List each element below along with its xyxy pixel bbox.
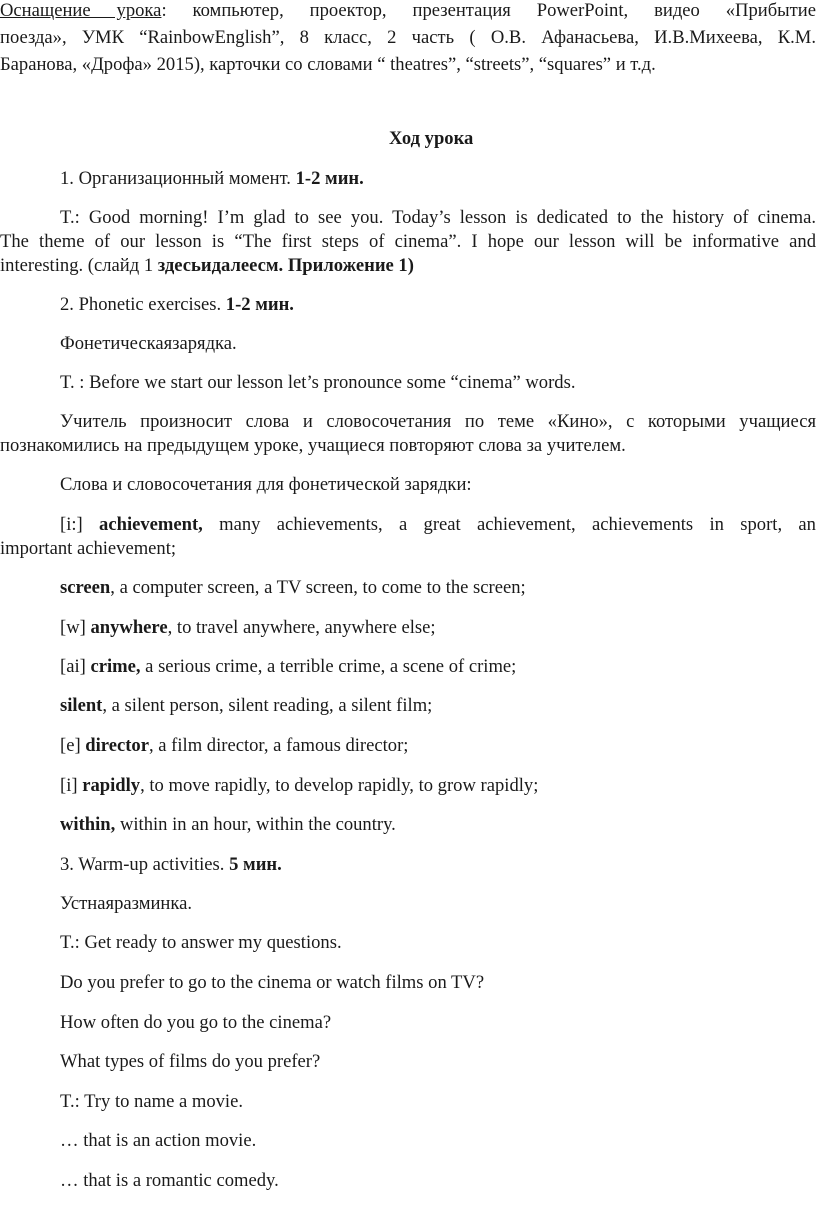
equipment-label: Оснащение урока [0,0,162,21]
section-3-line: How often do you go to the cinema? [60,1012,332,1033]
phonetic-word: silent [60,695,103,716]
section-3-line: Do you prefer to go to the cinema or watch films on TV? [60,972,485,993]
phonetic-word: crime, [90,656,141,677]
phonetic-anywhere [60,617,816,639]
words-heading: Слова и словосочетания для фонетической зарядки: [60,474,472,495]
phonetic-silent [60,695,816,717]
phonetic-achievement-cont: important achievement; [0,538,177,559]
phonetic-examples: , a computer screen, a TV screen, to come to the screen; [110,577,526,598]
phonetic-sound: [i] [60,775,83,796]
phonetic-sound: [i:] [60,514,100,535]
equipment-line-2: поезда», УМК “RainbowEnglish”, 8 класс, 2 часть ( О.В. Афанасьева, И.В.Михеева, К.М. [0,27,816,48]
phonetic-sound: [ai] [60,656,91,677]
phonetic-word: within, [60,814,116,835]
section-3-time: 5 мин. [229,854,282,875]
phonetic-examples: a serious crime, a terrible crime, a scene of crime; [140,656,517,677]
section-2-subtitle: Фонетическаязарядка. [60,333,237,354]
phonetic-rapidly [60,775,816,797]
greeting-line-2: The theme of our lesson is “The first steps of cinema”. I hope our lesson will be informative and [0,231,816,252]
phonetic-sound: [e] [60,735,86,756]
section-1-title [60,168,816,190]
section-3-subtitle: Устнаяразминка. [60,893,193,914]
section-2-desc-line-1: Учитель произносит слова и словосочетания по теме «Кино», с которыми учащиеся [60,411,816,432]
phonetic-examples: within in an hour, within the country. [115,814,396,835]
section-3-line: T.: Try to name a movie. [60,1091,243,1112]
section-3-label: 3. Warm-up activities. [60,854,225,875]
phonetic-examples: , a silent person, silent reading, a silent film; [102,695,433,716]
phonetic-screen [60,577,816,599]
phonetic-crime [60,656,816,678]
equipment-line-1 [0,0,816,22]
section-3-line: T.: Get ready to answer my questions. [60,932,342,953]
section-2-label: 2. Phonetic exercises. [60,294,222,315]
phonetic-word: screen [60,577,111,598]
phonetic-word: achievement, [99,514,203,535]
greeting-slide-ref: interesting. (слайд 1 [0,255,158,276]
section-1-time: 1-2 мин. [295,168,364,189]
section-3-line: … that is a romantic comedy. [60,1170,279,1191]
section-2-teacher-line: T. : Before we start our lesson let’s pronounce some “cinema” words. [60,372,576,393]
section-2-desc-line-2: познакомились на предыдущем уроке, учащиеся повторяют слова за учителем. [0,435,626,456]
phonetic-examples: , a film director, a famous director; [148,735,409,756]
phonetic-sound: [w] [60,617,91,638]
greeting-line-3 [0,255,816,277]
equipment-text: : компьютер, проектор, презентация PowerPoint, видео «Прибытие [161,0,816,21]
phonetic-within [60,814,816,836]
section-1-label: 1. Организационный момент. [60,168,291,189]
section-2-time: 1-2 мин. [225,294,294,315]
section-3-line: … that is an action movie. [60,1130,257,1151]
phonetic-examples: , to travel anywhere, anywhere else; [167,617,436,638]
equipment-line-3: Баранова, «Дрофа» 2015), карточки со словами “ theatres”, “streets”, “squares” и т.д. [0,54,656,75]
lesson-heading: Ход урока [389,128,474,149]
phonetic-director [60,735,816,757]
section-3-line: What types of films do you prefer? [60,1051,321,1072]
section-3-title [60,854,816,876]
phonetic-examples: many achievements, a great achievement, achievements in sport, an [202,514,816,535]
phonetic-achievement [60,514,816,536]
phonetic-word: anywhere [90,617,168,638]
phonetic-examples: , to move rapidly, to develop rapidly, to grow rapidly; [140,775,539,796]
phonetic-word: director [85,735,149,756]
section-2-title [60,294,816,316]
greeting-line-1: T.: Good morning! I’m glad to see you. Today’s lesson is dedicated to the history of cinema. [60,207,816,228]
phonetic-word: rapidly [82,775,141,796]
greeting-appendix-ref: здесьидалеесм. Приложение 1) [157,255,414,276]
